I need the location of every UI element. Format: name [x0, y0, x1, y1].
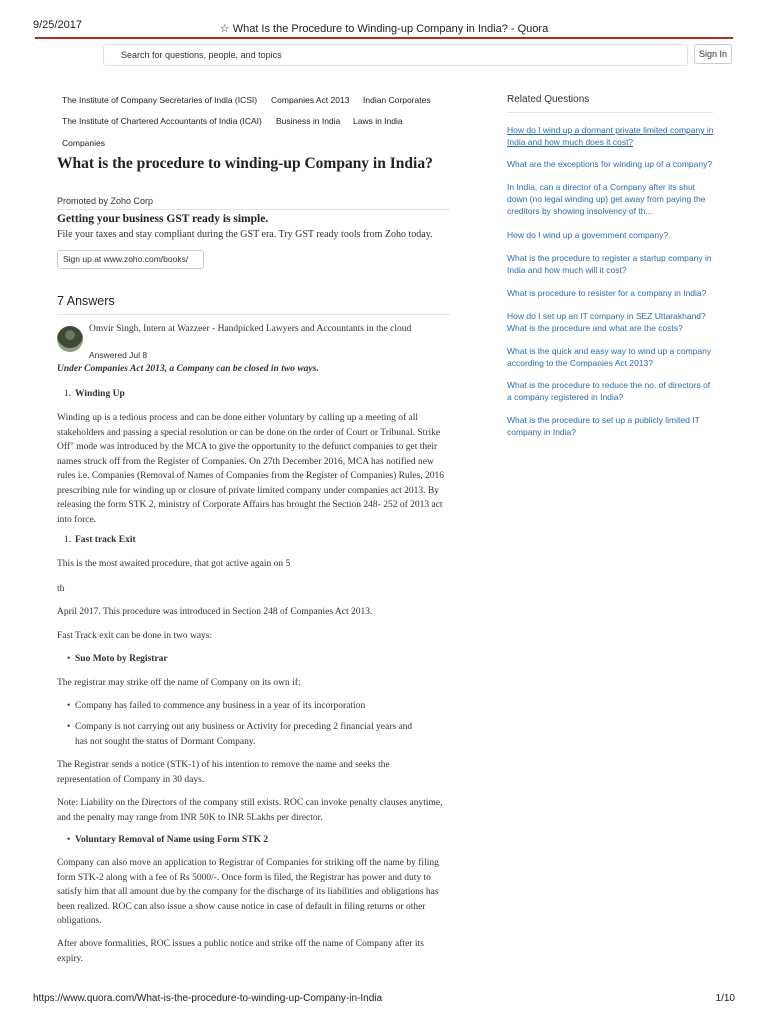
promo-text: File your taxes and stay compliant during the GST era. Try GST ready tools from Zoho today.: [57, 229, 433, 240]
list-item-text: Company is not carrying out any business or Activity for preceding 2 financial years and has not sought the status of Dormant Company.: [75, 722, 413, 747]
related-question-link[interactable]: How do I wind up a dormant private limited company in India and how much does it cost?: [507, 125, 714, 147]
topic-link[interactable]: The Institute of Chartered Accountants of India (ICAI): [62, 116, 262, 126]
section-heading-text: Fast track Exit: [75, 535, 136, 545]
print-url: https://www.quora.com/What-is-the-procedure-to-winding-up-Company-in-India: [33, 993, 383, 1004]
list-item-text: Company has failed to commence any business in a year of its incorporation: [75, 701, 366, 711]
answered-date: Answered Jul 8: [89, 350, 148, 360]
section-heading-text: Winding Up: [75, 389, 125, 399]
promo-signup-button[interactable]: Sign up at www.zoho.com/books/: [57, 250, 204, 269]
section-heading: [57, 533, 450, 548]
list-number: 1.: [63, 389, 71, 399]
related-question-link[interactable]: How do I set up an IT company in SEZ Uttarakhand? What is the procedure and what are the costs?: [507, 311, 706, 333]
topic-link[interactable]: Laws in India: [353, 116, 403, 126]
promo-divider: [57, 209, 450, 210]
superscript-text: th: [57, 584, 65, 594]
paragraph: Fast Track exit can be done in two ways:: [57, 631, 213, 641]
print-page-title: ☆ What Is the Procedure to Winding-up Company in India? - Quora: [219, 23, 549, 35]
paragraph: This is the most awaited procedure, that got active again on 5: [57, 559, 291, 569]
list-item: [57, 720, 427, 749]
related-question-link[interactable]: What are the exceptions for winding up of a company?: [507, 159, 713, 169]
related-question-link[interactable]: In India, can a director of a Company after its shut down (no legal winding up) get away from paying the creditors by showing insolvency of th...: [507, 182, 706, 216]
bullet-heading: [57, 652, 450, 667]
promo-headline[interactable]: Getting your business GST ready is simple.: [57, 213, 269, 225]
paragraph: April 2017. This procedure was introduced in Section 248 of Companies Act 2013.: [57, 607, 373, 617]
header-divider: [35, 37, 733, 39]
related-questions-title: Related Questions: [507, 94, 590, 105]
topic-link[interactable]: Business in India: [276, 116, 341, 126]
topic-link[interactable]: Indian Corporates: [363, 95, 431, 105]
bullet-icon: •: [67, 835, 71, 845]
bullet-heading-text: Suo Moto by Registrar: [75, 654, 168, 664]
paragraph: The registrar may strike off the name of Company on its own if:: [57, 678, 301, 688]
print-date: 9/25/2017: [33, 19, 82, 31]
list-number: 1.: [63, 535, 71, 545]
list-item: [57, 699, 450, 714]
promoted-label: Promoted by Zoho Corp: [57, 196, 154, 206]
bullet-icon: •: [67, 722, 71, 732]
related-question-link[interactable]: How do I wind up a government company?: [507, 230, 669, 240]
search-input[interactable]: Search for questions, people, and topics: [103, 44, 688, 66]
related-question-link[interactable]: What is the quick and easy way to wind up a company according to the Companies Act 2013?: [507, 346, 712, 368]
paragraph: The Registrar sends a notice (STK-1) of his intention to remove the name and seeks the representation of Company in 30 days.: [57, 760, 390, 785]
bullet-icon: •: [67, 701, 71, 711]
related-question-link[interactable]: What is the procedure to set up a publicly limited IT company in India?: [507, 415, 700, 437]
related-question-link[interactable]: What is the procedure to register a startup company in India and how much will it cost?: [507, 253, 712, 275]
related-question-link[interactable]: What is the procedure to reduce the no. of directors of a company registered in India?: [507, 380, 711, 402]
question-title: What is the procedure to winding-up Company in India?: [57, 155, 433, 172]
paragraph: Company can also move an application to Registrar of Companies for striking off the name by filing form STK-2 along with a fee of Rs 5000/-. Once form is filed, the Registrar has power and duty to satisfy him that all amount due by the company for the discharge of its liabilities and obligations has been realized. ROC can also issue a show cause notice in case of default in filing returns or other obligations.: [57, 858, 439, 926]
bullet-heading-text: Voluntary Removal of Name using Form STK 2: [75, 835, 269, 845]
bullet-icon: •: [67, 654, 71, 664]
answers-divider: [57, 314, 450, 315]
answer-intro: Under Companies Act 2013, a Company can be closed in two ways.: [57, 364, 319, 374]
paragraph: Winding up is a tedious process and can be done either voluntary by calling up a meeting of all stakeholders and passing a special resolution or can be done on the order of Court or Tribunal. Strike Off" mode was introduced by the MCA to give the opportunity to the defunct companies to get their names struck off from the Register of Companies. On 27th December 2016, MCA has notified new rules i.e. Companies (Removal of Names of Companies from the Register of Companies) Rules, 2016 prescribing rule for winding up or closure of private limited company under companies act 2013. By releasing the form STK 2, ministry of Corporate Affairs has brought the Section 248- 252 of 2013 act into force.: [57, 413, 445, 525]
topic-link[interactable]: Companies Act 2013: [271, 95, 350, 105]
print-page-number: 1/10: [715, 993, 735, 1004]
sign-in-button[interactable]: Sign In: [694, 44, 732, 64]
paragraph: After above formalities, ROC issues a public notice and strike off the name of Company after its expiry.: [57, 939, 424, 964]
topic-link[interactable]: The Institute of Company Secretaries of India (ICSI): [62, 95, 258, 105]
related-question-link[interactable]: What is procedure to resister for a company in India?: [507, 288, 707, 298]
answer-author[interactable]: Omvir Singh, Intern at Wazzeer - Handpicked Lawyers and Accountants in the cloud: [89, 324, 412, 334]
section-heading: [57, 387, 450, 402]
related-divider: [507, 112, 713, 113]
bullet-heading: [57, 833, 450, 848]
paragraph: Note: Liability on the Directors of the company still exists. ROC can invoke penalty clauses anytime, and the penalty may range from INR 50K to INR 5Lakhs per director.: [57, 798, 443, 823]
avatar[interactable]: [57, 326, 83, 352]
answers-count: 7 Answers: [57, 294, 115, 308]
topic-link[interactable]: Companies: [62, 138, 105, 148]
